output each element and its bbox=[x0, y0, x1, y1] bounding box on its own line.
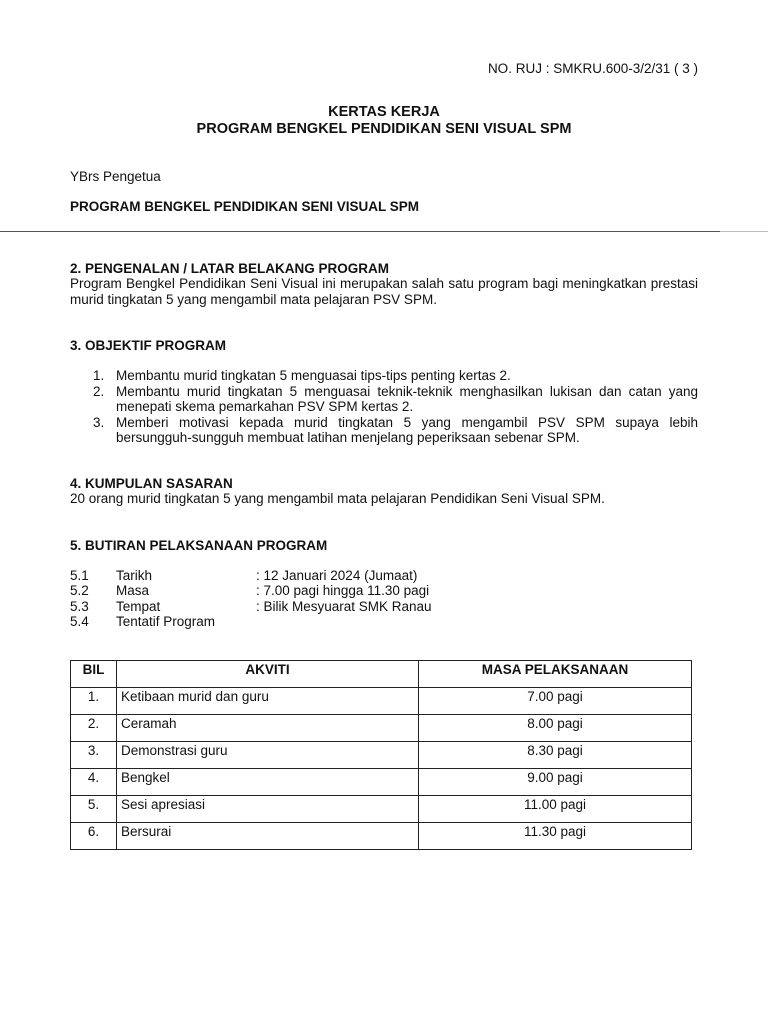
section-heading-introduction: 2. PENGENALAN / LATAR BELAKANG PROGRAM bbox=[70, 261, 390, 276]
table-row bbox=[71, 796, 692, 823]
detail-label: Tentatif Program bbox=[116, 614, 216, 629]
detail-number: 5.1 bbox=[70, 568, 89, 583]
table-row bbox=[71, 769, 692, 796]
table-row bbox=[71, 742, 692, 769]
column-header-time: MASA PELAKSANAAN bbox=[419, 661, 692, 688]
cell-number: 5. bbox=[71, 796, 117, 823]
list-item-text: Membantu murid tingkatan 5 menguasai tips-tips penting kertas 2. bbox=[116, 368, 511, 383]
cell-activity: Bersurai bbox=[117, 823, 419, 850]
section-body-introduction: Program Bengkel Pendidikan Seni Visual ini merupakan salah satu program bagi meningkatkan prestasi murid tingkatan 5 yang mengambil mata pelajaran PSV SPM. bbox=[70, 276, 698, 307]
detail-label: Masa bbox=[116, 583, 150, 598]
detail-number: 5.3 bbox=[70, 599, 89, 614]
cell-number: 2. bbox=[71, 715, 117, 742]
cell-activity: Bengkel bbox=[117, 769, 419, 796]
subject-line: PROGRAM BENGKEL PENDIDIKAN SENI VISUAL SPM bbox=[70, 199, 420, 214]
objectives-list bbox=[70, 368, 698, 446]
reference-number: NO. RUJ : SMKRU.600-3/2/31 ( 3 ) bbox=[487, 61, 698, 76]
table-row bbox=[71, 823, 692, 850]
table-row bbox=[71, 715, 692, 742]
column-header-number: BIL bbox=[71, 661, 117, 688]
cell-activity: Demonstrasi guru bbox=[117, 742, 419, 769]
detail-label: Tempat bbox=[116, 599, 161, 614]
detail-value: : 12 Januari 2024 (Jumaat) bbox=[256, 568, 418, 583]
salutation: YBrs Pengetua bbox=[70, 169, 161, 184]
column-header-activity: AKVITI bbox=[117, 661, 419, 688]
list-item bbox=[70, 415, 698, 446]
divider-tail bbox=[720, 231, 768, 232]
divider bbox=[0, 231, 720, 232]
list-item-number: 2. bbox=[93, 383, 105, 399]
cell-time: 8.00 pagi bbox=[419, 715, 692, 742]
cell-activity: Ketibaan murid dan guru bbox=[117, 688, 419, 715]
cell-activity: Sesi apresiasi bbox=[117, 796, 419, 823]
list-item-text: Memberi motivasi kepada murid tingkatan 5 yang mengambil PSV SPM supaya lebih bersungguh-sungguh membuat latihan menjelang peperiksaan sebenar SPM. bbox=[116, 414, 698, 445]
cell-number: 6. bbox=[71, 823, 117, 850]
detail-number: 5.4 bbox=[70, 614, 89, 629]
section-heading-target-group: 4. KUMPULAN SASARAN bbox=[70, 476, 233, 491]
cell-activity: Ceramah bbox=[117, 715, 419, 742]
cell-time: 11.00 pagi bbox=[419, 796, 692, 823]
cell-time: 8.30 pagi bbox=[419, 742, 692, 769]
list-item bbox=[70, 384, 698, 415]
section-heading-implementation: 5. BUTIRAN PELAKSANAAN PROGRAM bbox=[70, 538, 328, 553]
schedule-table bbox=[70, 660, 692, 850]
detail-label: Tarikh bbox=[116, 568, 153, 583]
list-item-number: 3. bbox=[93, 414, 105, 430]
table-header-row bbox=[71, 661, 692, 688]
section-heading-objectives: 3. OBJEKTIF PROGRAM bbox=[70, 338, 227, 353]
document-title: KERTAS KERJA bbox=[328, 104, 440, 120]
cell-number: 3. bbox=[71, 742, 117, 769]
list-item-number: 1. bbox=[93, 368, 105, 383]
table-row bbox=[71, 688, 692, 715]
cell-number: 1. bbox=[71, 688, 117, 715]
section-body-target-group: 20 orang murid tingkatan 5 yang mengambil mata pelajaran Pendidikan Seni Visual SPM. bbox=[70, 491, 605, 506]
list-item bbox=[70, 368, 698, 384]
cell-number: 4. bbox=[71, 769, 117, 796]
detail-value: : 7.00 pagi hingga 11.30 pagi bbox=[256, 583, 430, 598]
detail-value: : Bilik Mesyuarat SMK Ranau bbox=[256, 599, 432, 614]
list-item-text: Membantu murid tingkatan 5 menguasai teknik-teknik menghasilkan lukisan dan catan yang menepati skema pemarkahan PSV SPM kertas 2. bbox=[116, 383, 698, 414]
detail-number: 5.2 bbox=[70, 583, 89, 598]
program-title: PROGRAM BENGKEL PENDIDIKAN SENI VISUAL SPM bbox=[196, 121, 572, 137]
cell-time: 7.00 pagi bbox=[419, 688, 692, 715]
cell-time: 11.30 pagi bbox=[419, 823, 692, 850]
cell-time: 9.00 pagi bbox=[419, 769, 692, 796]
